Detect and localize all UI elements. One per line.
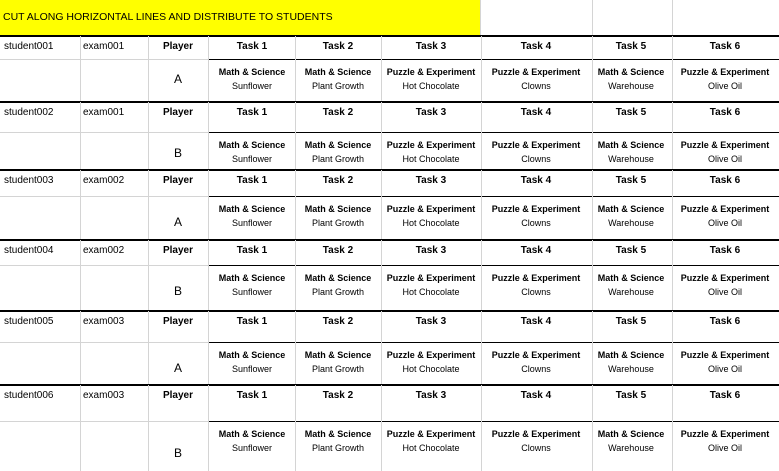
task-header: Task 1: [236, 107, 268, 118]
task-description: [675, 202, 775, 230]
header-divider: [480, 0, 481, 35]
task-topic: Plant Growth: [311, 218, 365, 228]
exam-id: exam002: [83, 245, 125, 256]
task-category: Puzzle & Experiment: [386, 273, 476, 283]
task-header: Task 1: [236, 390, 268, 401]
column-divider: [80, 36, 81, 101]
task-description: [202, 427, 302, 455]
column-divider: [80, 170, 81, 239]
cut-line: [0, 101, 779, 103]
task-category: Puzzle & Experiment: [386, 350, 476, 360]
task-header: Task 4: [520, 245, 552, 256]
task-category: Puzzle & Experiment: [680, 140, 770, 150]
task-header: Task 3: [415, 107, 447, 118]
task-description: [202, 138, 302, 166]
task-topic: Warehouse: [608, 154, 654, 164]
task-topic: Olive Oil: [707, 154, 742, 164]
column-divider: [80, 240, 81, 310]
task-description: [675, 65, 775, 93]
task-category: Puzzle & Experiment: [386, 204, 476, 214]
task-category: Puzzle & Experiment: [491, 67, 581, 77]
player-header: Player: [162, 41, 194, 52]
task-category: Math & Science: [304, 204, 372, 214]
task-header: Task 4: [520, 41, 552, 52]
task-header: Task 2: [322, 390, 354, 401]
row-divider: [208, 342, 779, 343]
task-topic: Sunflower: [231, 154, 273, 164]
task-topic: Hot Chocolate: [402, 287, 460, 297]
task-topic: Hot Chocolate: [402, 218, 460, 228]
column-divider: [481, 170, 482, 239]
task-topic: Clowns: [521, 287, 551, 297]
task-topic: Clowns: [521, 443, 551, 453]
task-header: Task 2: [322, 41, 354, 52]
task-topic: Olive Oil: [707, 218, 742, 228]
column-divider: [481, 385, 482, 471]
player-header: Player: [162, 175, 194, 186]
task-header: Task 2: [322, 175, 354, 186]
cut-line: [0, 310, 779, 312]
cut-line: [0, 35, 779, 37]
task-category: Math & Science: [597, 350, 665, 360]
task-header: Task 5: [615, 245, 647, 256]
task-topic: Olive Oil: [707, 364, 742, 374]
task-category: Puzzle & Experiment: [491, 350, 581, 360]
task-topic: Plant Growth: [311, 287, 365, 297]
task-header: Task 1: [236, 175, 268, 186]
task-header: Task 3: [415, 245, 447, 256]
task-description: [288, 138, 388, 166]
task-description: [381, 427, 481, 455]
player-letter: B: [173, 146, 182, 160]
task-topic: Sunflower: [231, 81, 273, 91]
task-description: [581, 271, 681, 299]
task-topic: Plant Growth: [311, 81, 365, 91]
task-category: Math & Science: [597, 140, 665, 150]
banner-text: CUT ALONG HORIZONTAL LINES AND DISTRIBUTE TO STUDENTS: [3, 11, 333, 23]
task-header: Task 5: [615, 390, 647, 401]
exam-id: exam003: [83, 316, 125, 327]
player-letter: A: [173, 215, 182, 229]
row-divider: [208, 421, 779, 422]
column-divider: [80, 311, 81, 384]
task-description: [381, 65, 481, 93]
column-divider: [481, 102, 482, 170]
task-category: Puzzle & Experiment: [680, 350, 770, 360]
task-header: Task 5: [615, 175, 647, 186]
task-topic: Clowns: [521, 81, 551, 91]
task-header: Task 1: [236, 316, 268, 327]
task-description: [202, 348, 302, 376]
cut-line: [0, 169, 779, 171]
task-header: Task 2: [322, 316, 354, 327]
exam-id: exam003: [83, 390, 125, 401]
exam-id: exam002: [83, 175, 125, 186]
task-topic: Clowns: [521, 218, 551, 228]
row-divider: [0, 421, 208, 422]
row-divider: [208, 132, 779, 133]
task-category: Puzzle & Experiment: [680, 273, 770, 283]
task-category: Math & Science: [304, 67, 372, 77]
exam-id: exam001: [83, 41, 125, 52]
row-divider: [0, 196, 208, 197]
task-description: [581, 427, 681, 455]
task-description: [486, 202, 586, 230]
task-category: Math & Science: [218, 429, 286, 439]
task-category: Puzzle & Experiment: [491, 429, 581, 439]
task-topic: Sunflower: [231, 443, 273, 453]
task-header: Task 3: [415, 175, 447, 186]
column-divider: [80, 102, 81, 170]
player-letter: B: [173, 284, 182, 298]
task-description: [675, 348, 775, 376]
task-header: Task 2: [322, 107, 354, 118]
task-topic: Warehouse: [608, 81, 654, 91]
row-divider: [0, 265, 208, 266]
task-header: Task 6: [709, 107, 741, 118]
task-description: [486, 65, 586, 93]
task-description: [675, 271, 775, 299]
task-description: [581, 202, 681, 230]
task-description: [288, 348, 388, 376]
task-description: [486, 271, 586, 299]
task-header: Task 1: [236, 41, 268, 52]
player-letter: B: [173, 446, 182, 460]
row-divider: [208, 265, 779, 266]
task-category: Puzzle & Experiment: [491, 140, 581, 150]
task-header: Task 3: [415, 316, 447, 327]
task-topic: Warehouse: [608, 364, 654, 374]
task-description: [288, 271, 388, 299]
exam-id: exam001: [83, 107, 125, 118]
task-topic: Hot Chocolate: [402, 443, 460, 453]
task-category: Puzzle & Experiment: [680, 204, 770, 214]
column-divider: [481, 240, 482, 310]
task-topic: Sunflower: [231, 287, 273, 297]
task-category: Puzzle & Experiment: [680, 67, 770, 77]
student-id: student004: [4, 245, 54, 256]
task-header: Task 6: [709, 316, 741, 327]
task-description: [381, 271, 481, 299]
task-header: Task 3: [415, 390, 447, 401]
student-id: student002: [4, 107, 54, 118]
student-id: student003: [4, 175, 54, 186]
task-category: Puzzle & Experiment: [491, 273, 581, 283]
column-divider: [481, 311, 482, 384]
task-category: Math & Science: [304, 273, 372, 283]
task-description: [381, 138, 481, 166]
row-divider: [0, 132, 208, 133]
task-topic: Olive Oil: [707, 443, 742, 453]
column-divider: [80, 385, 81, 471]
player-letter: A: [173, 361, 182, 375]
task-topic: Hot Chocolate: [402, 154, 460, 164]
cut-line: [0, 384, 779, 386]
player-header: Player: [162, 107, 194, 118]
header-divider: [672, 0, 673, 35]
student-id: student001: [4, 41, 54, 52]
task-description: [202, 202, 302, 230]
task-header: Task 6: [709, 41, 741, 52]
task-description: [486, 348, 586, 376]
task-description: [202, 271, 302, 299]
task-description: [581, 348, 681, 376]
instruction-banner: [0, 0, 480, 35]
task-topic: Plant Growth: [311, 364, 365, 374]
student-id: student005: [4, 316, 54, 327]
cut-line: [0, 239, 779, 241]
task-category: Puzzle & Experiment: [680, 429, 770, 439]
player-header: Player: [162, 316, 194, 327]
task-header: Task 4: [520, 316, 552, 327]
task-topic: Plant Growth: [311, 443, 365, 453]
student-id: student006: [4, 390, 54, 401]
task-description: [581, 138, 681, 166]
task-topic: Warehouse: [608, 443, 654, 453]
task-header: Task 5: [615, 41, 647, 52]
task-header: Task 4: [520, 390, 552, 401]
task-topic: Sunflower: [231, 218, 273, 228]
task-header: Task 4: [520, 175, 552, 186]
task-topic: Warehouse: [608, 287, 654, 297]
task-topic: Hot Chocolate: [402, 81, 460, 91]
task-topic: Hot Chocolate: [402, 364, 460, 374]
task-topic: Sunflower: [231, 364, 273, 374]
row-divider: [208, 196, 779, 197]
row-divider: [0, 342, 208, 343]
task-header: Task 5: [615, 107, 647, 118]
task-header: Task 3: [415, 41, 447, 52]
task-header: Task 1: [236, 245, 268, 256]
task-category: Math & Science: [597, 273, 665, 283]
task-header: Task 5: [615, 316, 647, 327]
task-description: [486, 138, 586, 166]
task-description: [381, 348, 481, 376]
column-divider: [481, 36, 482, 101]
player-header: Player: [162, 245, 194, 256]
task-header: Task 6: [709, 175, 741, 186]
task-category: Math & Science: [218, 350, 286, 360]
task-category: Math & Science: [218, 273, 286, 283]
task-description: [486, 427, 586, 455]
task-topic: Olive Oil: [707, 81, 742, 91]
task-topic: Olive Oil: [707, 287, 742, 297]
task-header: Task 2: [322, 245, 354, 256]
task-topic: Clowns: [521, 364, 551, 374]
task-category: Puzzle & Experiment: [386, 67, 476, 77]
task-header: Task 4: [520, 107, 552, 118]
task-description: [288, 65, 388, 93]
task-description: [581, 65, 681, 93]
row-divider: [208, 59, 779, 60]
task-category: Math & Science: [597, 204, 665, 214]
task-category: Math & Science: [304, 350, 372, 360]
task-description: [675, 138, 775, 166]
task-description: [288, 202, 388, 230]
task-category: Math & Science: [218, 204, 286, 214]
task-category: Math & Science: [218, 67, 286, 77]
task-category: Puzzle & Experiment: [491, 204, 581, 214]
task-header: Task 6: [709, 390, 741, 401]
player-letter: A: [173, 72, 182, 86]
task-category: Math & Science: [597, 67, 665, 77]
task-category: Math & Science: [304, 429, 372, 439]
task-header: Task 6: [709, 245, 741, 256]
task-description: [288, 427, 388, 455]
task-description: [202, 65, 302, 93]
task-description: [381, 202, 481, 230]
task-category: Puzzle & Experiment: [386, 140, 476, 150]
player-header: Player: [162, 390, 194, 401]
task-category: Puzzle & Experiment: [386, 429, 476, 439]
task-topic: Plant Growth: [311, 154, 365, 164]
task-category: Math & Science: [304, 140, 372, 150]
task-topic: Clowns: [521, 154, 551, 164]
task-category: Math & Science: [218, 140, 286, 150]
task-description: [675, 427, 775, 455]
task-topic: Warehouse: [608, 218, 654, 228]
task-category: Math & Science: [597, 429, 665, 439]
header-divider: [592, 0, 593, 35]
row-divider: [0, 59, 208, 60]
